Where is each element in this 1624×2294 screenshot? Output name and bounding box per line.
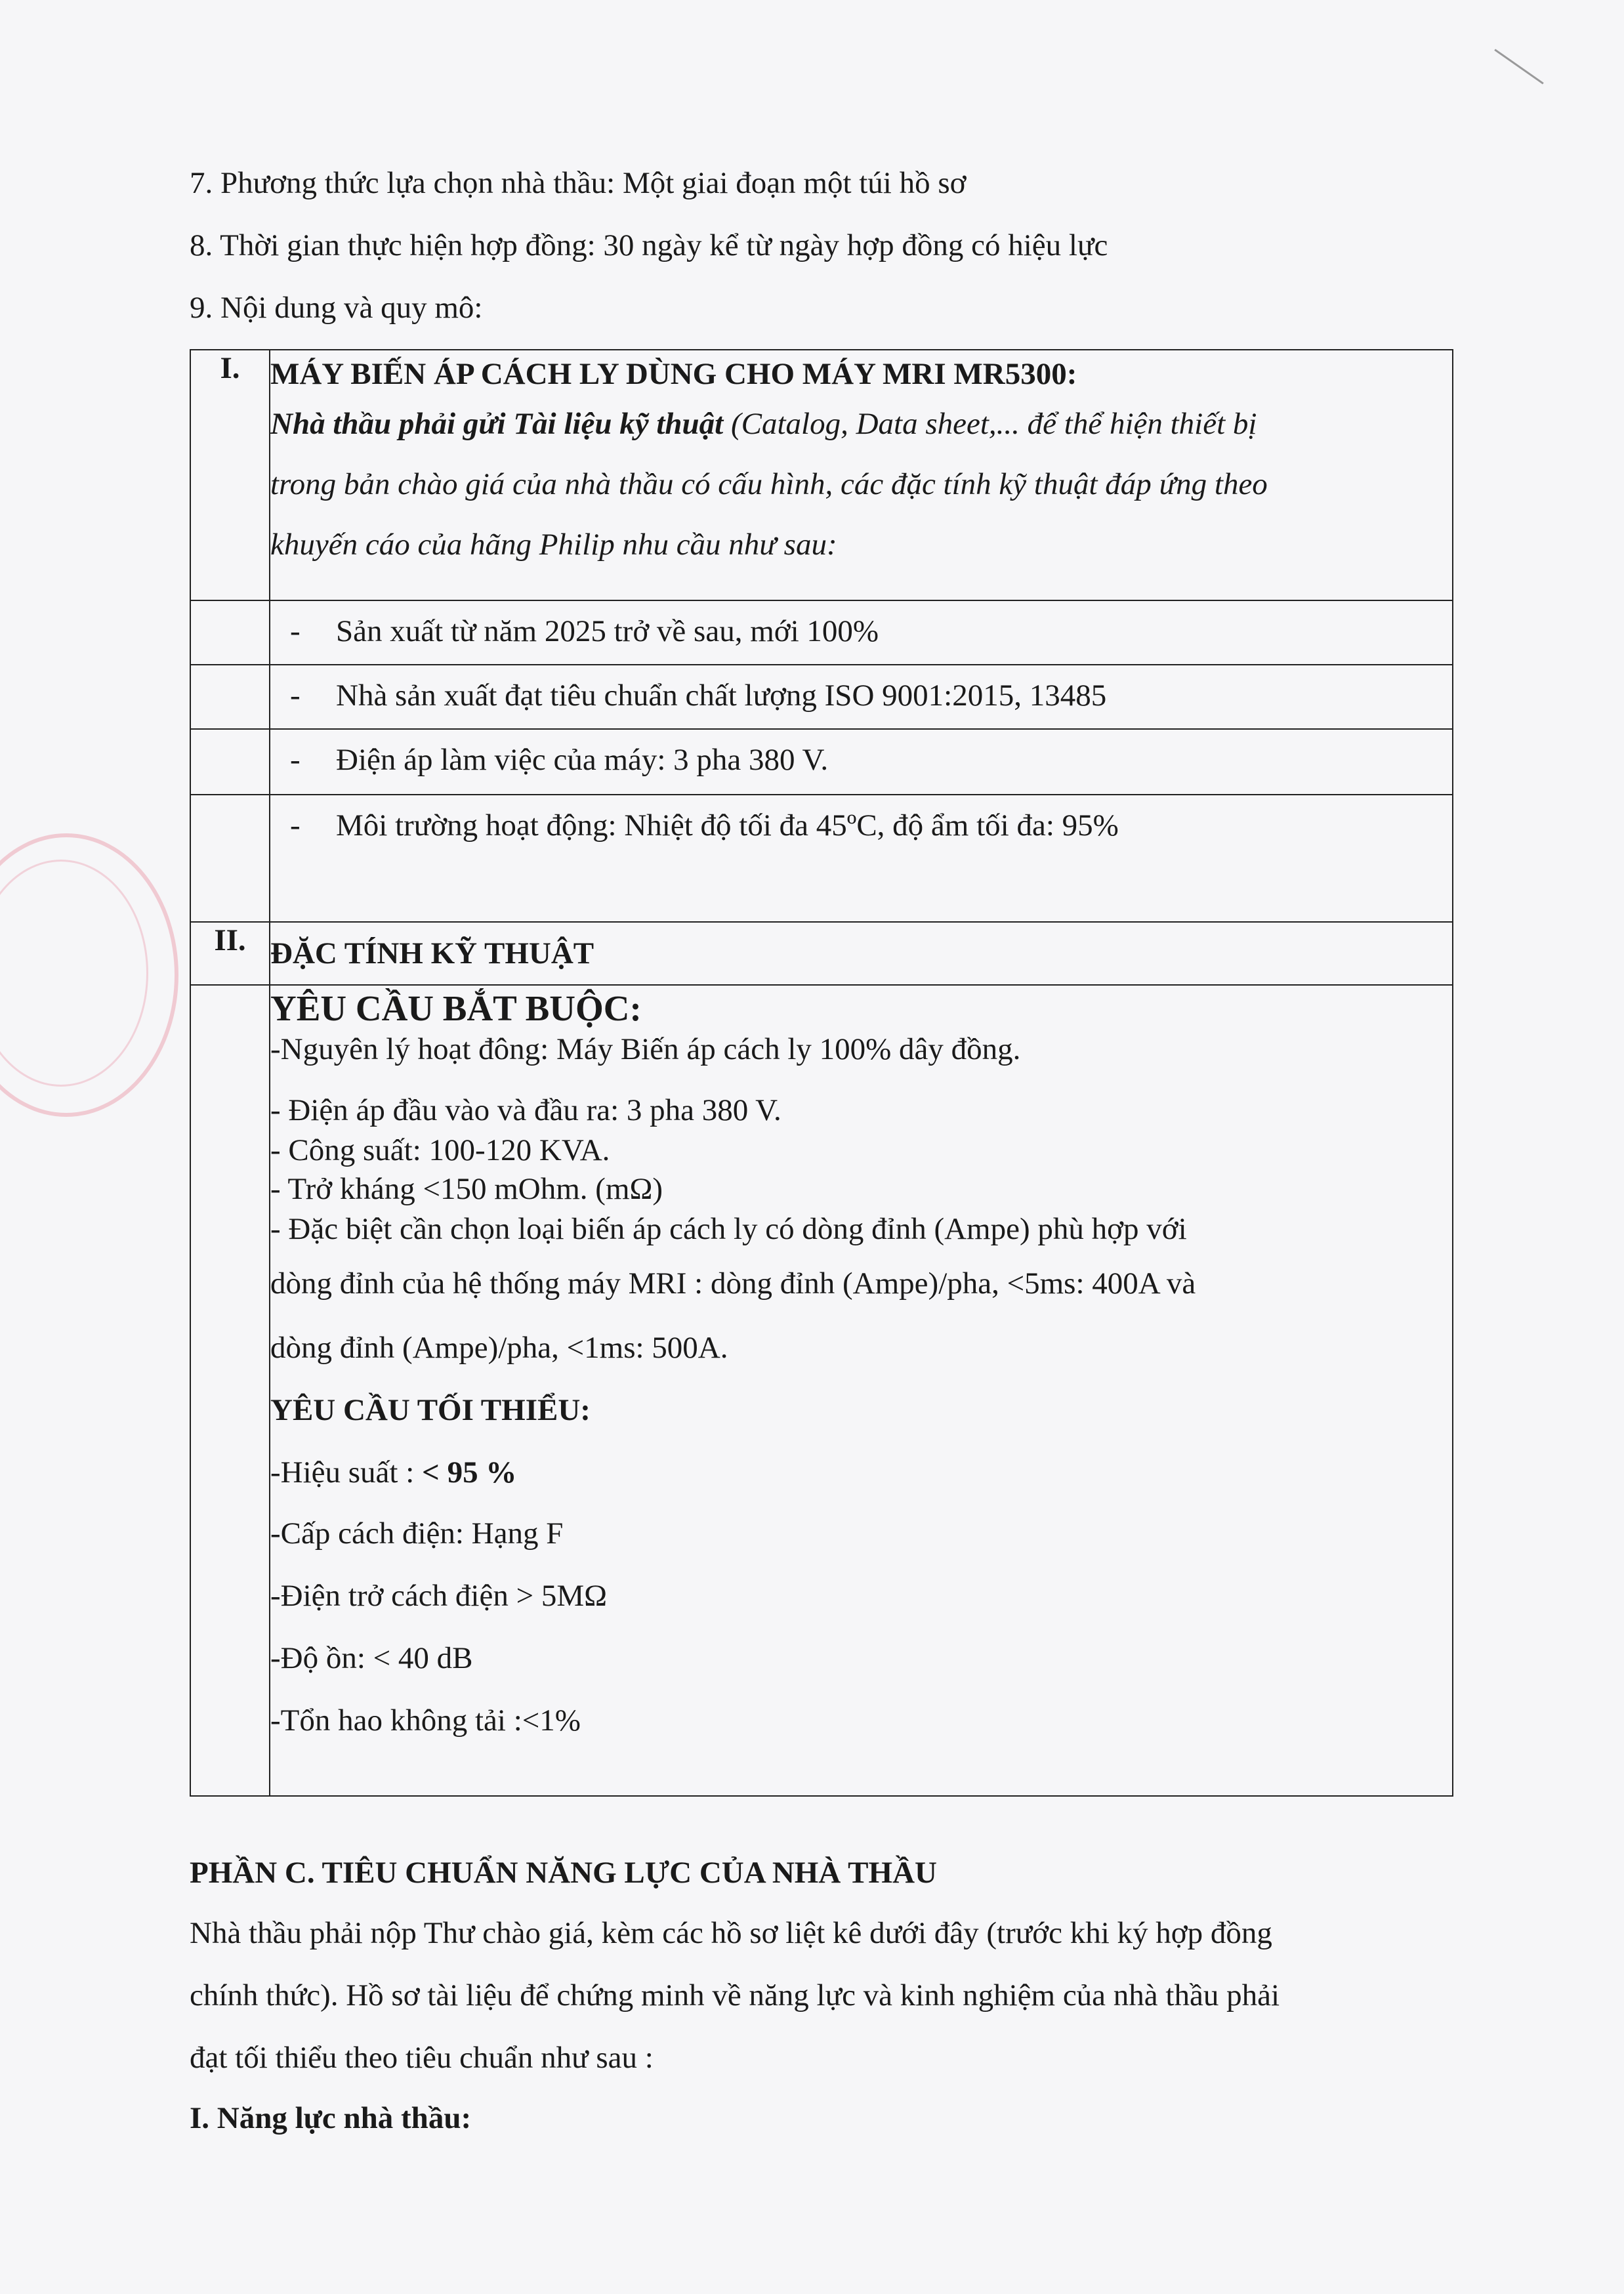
section-i-content	[270, 350, 1453, 600]
section-i-heading: MÁY BIẾN ÁP CÁCH LY DÙNG CHO MÁY MRI MR5300:	[270, 357, 1077, 391]
row-text: Điện áp làm việc của máy: 3 pha 380 V.	[336, 743, 829, 777]
minimum-line	[270, 1442, 1452, 1503]
dash-bullet: -	[290, 614, 301, 648]
minimum-line: -Tổn hao không tải :<1%	[270, 1703, 581, 1738]
section-i-doc-line-2: trong bản chào giá của nhà thầu có cấu hình, các đặc tính kỹ thuật đáp ứng theo	[270, 467, 1268, 501]
section-i-doc-line-3: khuyến cáo của hãng Philip nhu cầu như sau:	[270, 528, 837, 562]
dash-bullet: -	[290, 808, 301, 843]
table-row-requirements	[190, 985, 1453, 1796]
mandatory-line: dòng đỉnh (Ampe)/pha, <1ms: 500A.	[270, 1331, 728, 1365]
doc-lead-bold: Nhà thầu phải gửi Tài liệu kỹ thuật	[270, 407, 724, 441]
mandatory-line: - Điện áp đầu vào và đầu ra: 3 pha 380 V.	[270, 1093, 781, 1127]
table-row	[190, 665, 1453, 729]
dash-bullet: -	[290, 678, 301, 713]
part-c-subheading: I. Năng lực nhà thầu:	[190, 2101, 472, 2135]
row-text: Nhà sản xuất đạt tiêu chuẩn chất lượng ISO 9001:2015, 13485	[336, 678, 1107, 713]
part-c-paragraph-line: đạt tối thiểu theo tiêu chuẩn như sau :	[190, 2041, 654, 2075]
doc-line-1-rest: (Catalog, Data sheet,... để thể hiện thiết bị	[723, 407, 1257, 441]
minimum-line: -Cấp cách điện: Hạng F	[270, 1516, 564, 1551]
requirements-content	[270, 985, 1453, 1796]
row-text: Sản xuất từ năm 2025 trở về sau, mới 100%	[336, 614, 879, 648]
section-i-doc-line-1	[270, 394, 1452, 454]
minimum-line: -Độ ồn: < 40 dB	[270, 1641, 473, 1675]
table-row-section-ii	[190, 922, 1453, 985]
intro-line-8: 8. Thời gian thực hiện hợp đồng: 30 ngày kể từ ngày hợp đồng có hiệu lực	[190, 228, 1108, 262]
table-row	[190, 729, 1453, 795]
row-text: Môi trường hoạt động: Nhiệt độ tối đa 45ºC, độ ẩm tối đa: 95%	[336, 808, 1119, 843]
efficiency-label: -Hiệu suất :	[270, 1455, 423, 1490]
mandatory-line: -Nguyên lý hoạt đông: Máy Biến áp cách ly 100% dây đồng.	[270, 1032, 1021, 1066]
mandatory-line: - Trở kháng <150 mOhm. (mΩ)	[270, 1172, 663, 1206]
scan-mark	[1494, 49, 1543, 84]
table-row-section-i	[190, 350, 1453, 600]
section-ii-number: II.	[190, 922, 270, 985]
minimum-heading: YÊU CẦU TỐI THIỂU:	[270, 1393, 591, 1427]
mandatory-line: - Công suất: 100-120 KVA.	[270, 1133, 610, 1167]
efficiency-value: < 95 %	[422, 1455, 517, 1490]
minimum-line: -Điện trở cách điện > 5MΩ	[270, 1579, 608, 1613]
table-row	[190, 795, 1453, 922]
section-ii-heading: ĐẶC TÍNH KỸ THUẬT	[270, 936, 594, 970]
part-c-paragraph-line: Nhà thầu phải nộp Thư chào giá, kèm các hồ sơ liệt kê dưới đây (trước khi ký hợp đồng	[190, 1916, 1272, 1950]
mandatory-heading: YÊU CẦU BẮT BUỘC:	[270, 988, 642, 1028]
mandatory-line: - Đặc biệt cần chọn loại biến áp cách ly có dòng đỉnh (Ampe) phù hợp với	[270, 1212, 1187, 1246]
part-c-paragraph-line: chính thức). Hồ sơ tài liệu để chứng minh về năng lực và kinh nghiệm của nhà thầu phải	[190, 1978, 1280, 2012]
dash-bullet: -	[290, 743, 301, 777]
specification-table	[190, 349, 1453, 1797]
part-c-heading: PHẦN C. TIÊU CHUẨN NĂNG LỰC CỦA NHÀ THẦU	[190, 1856, 937, 1890]
mandatory-line: dòng đỉnh của hệ thống máy MRI : dòng đỉnh (Ampe)/pha, <5ms: 400A và	[270, 1266, 1196, 1301]
section-i-number: I.	[190, 350, 270, 600]
intro-line-9: 9. Nội dung và quy mô:	[190, 291, 483, 325]
intro-line-7: 7. Phương thức lựa chọn nhà thầu: Một giai đoạn một túi hồ sơ	[190, 166, 967, 200]
table-row	[190, 600, 1453, 665]
